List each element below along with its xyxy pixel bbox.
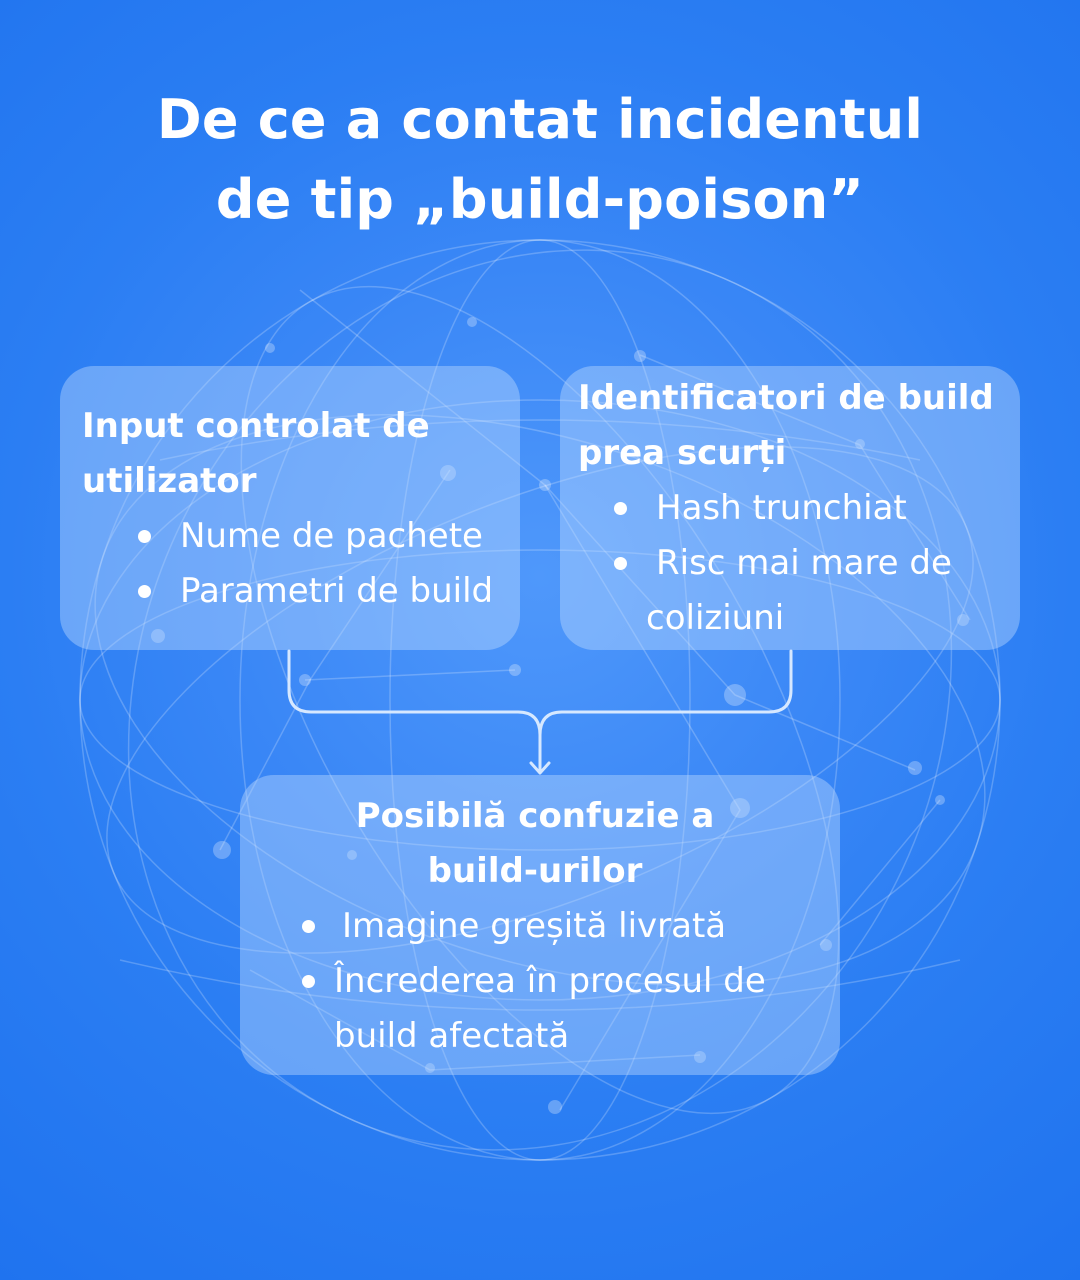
box-title-line-1: Posibilă confuzie a [355,796,715,836]
box-title-line-1: Identificatori de build [578,378,994,418]
box-title [240,789,830,899]
bullet-list [240,899,840,1064]
bullet-item [578,536,1020,646]
box-user-input [60,366,520,650]
bullet-text-line-2: coliziuni [646,598,785,638]
bullet-text-line-1: Risc mai mare de [656,543,952,583]
box-title-line-2: prea scurți [578,433,787,473]
title-line-2: de tip „build-poison” [215,168,865,231]
title-line-1: De ce a contat incidentul [156,88,924,151]
bullet-text-line-2: build afectată [334,1016,570,1056]
page-title [90,80,990,240]
bullet-item: Parametri de build [82,564,520,619]
box-title-line-2: build-urilor [427,851,643,891]
box-title [82,399,520,509]
bullet-item: Hash trunchiat [578,481,1020,536]
bullet-item: Nume de pachete [82,509,520,564]
bullet-list [82,509,520,619]
bullet-item: Imagine greșită livrată [240,899,840,954]
box-short-identifiers [560,366,1020,650]
bullet-item [240,954,840,1064]
box-title [578,371,1020,481]
bullet-text-line-1: Încrederea în procesul de [334,961,766,1001]
box-title-line-2: utilizator [82,461,257,501]
box-title-line-1: Input controlat de [82,406,430,446]
box-build-confusion [240,775,840,1075]
bullet-list [578,481,1020,646]
